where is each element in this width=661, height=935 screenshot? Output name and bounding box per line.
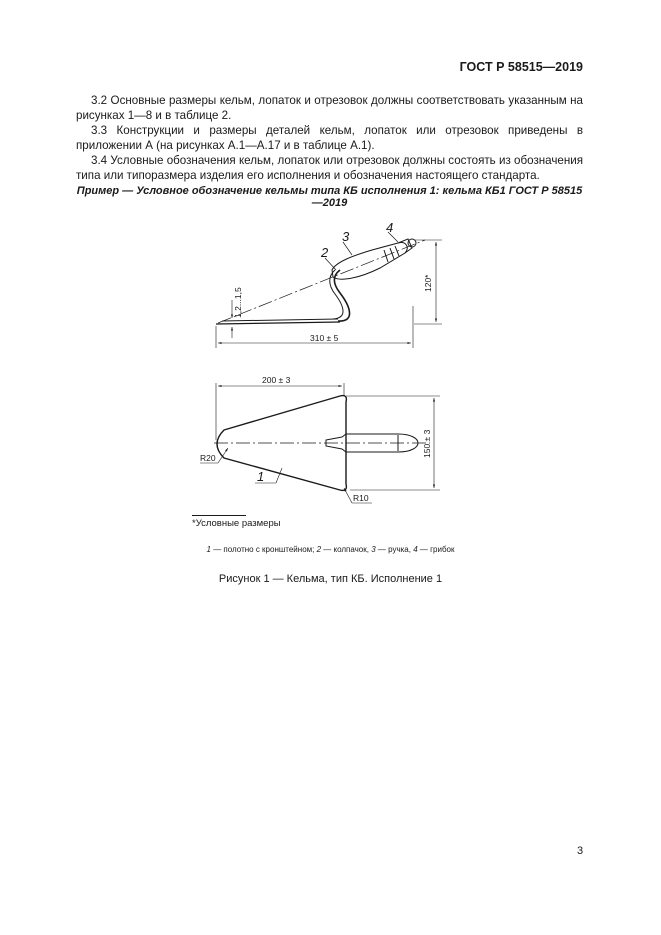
footnote-rule	[192, 515, 246, 516]
legend-text-3: — ручка,	[375, 545, 414, 554]
paragraph-3-4: 3.4 Условные обозначения кельм, лопаток или отрезовок должны состоять из обозначения типа или типоразмера изделия его исполнения и обозначения настоящего стандарта.	[76, 154, 583, 182]
callout-1: 1	[257, 469, 265, 484]
legend-num-2: 2	[316, 545, 322, 554]
legend-num-3: 3	[371, 545, 376, 554]
dim-length: 310 ± 5	[310, 333, 339, 343]
page-number: 3	[577, 845, 584, 857]
legend-text-2: — колпачок,	[321, 545, 372, 554]
dim-gap: 1,2...1,5	[233, 287, 243, 318]
dim-tip-radius: R20	[200, 453, 216, 463]
legend-text-1: — полотно с кронштейном;	[210, 545, 317, 554]
paragraph-3-2: 3.2 Основные размеры кельм, лопаток и отрезовок должны соответствовать указанным на рисунках 1—8 и в таблице 2.	[76, 94, 583, 122]
figure-caption: Рисунок 1 — Кельма, тип КБ. Исполнение 1	[218, 573, 443, 585]
top-view	[200, 383, 440, 503]
legend-num-4: 4	[413, 545, 418, 554]
footnote: *Условные размеры	[192, 518, 281, 529]
paragraph-3-3: 3.3 Конструкции и размеры деталей кельм, лопаток или отрезовок приведены в приложении А (на рисунках А.1—А.17 и в таблице А.1).	[76, 124, 583, 152]
figure-legend	[0, 545, 661, 554]
designation-example: Пример — Условное обозначение кельмы типа КБ исполнения 1: кельма КБ1 ГОСТ Р 58515—2019	[76, 185, 583, 209]
legend-num-1: 1	[206, 545, 211, 554]
dim-blade-length: 200 ± 3	[262, 375, 291, 385]
standard-number: ГОСТ Р 58515—2019	[459, 60, 583, 74]
side-view	[216, 232, 442, 348]
callout-3: 3	[342, 229, 350, 244]
legend-text-4: — грибок	[417, 545, 455, 554]
callout-4: 4	[386, 220, 394, 235]
dim-blade-width: 150 ± 3	[422, 429, 432, 458]
callout-2: 2	[321, 245, 329, 260]
dim-corner-radius: R10	[353, 493, 369, 503]
dim-height: 120*	[423, 274, 433, 292]
